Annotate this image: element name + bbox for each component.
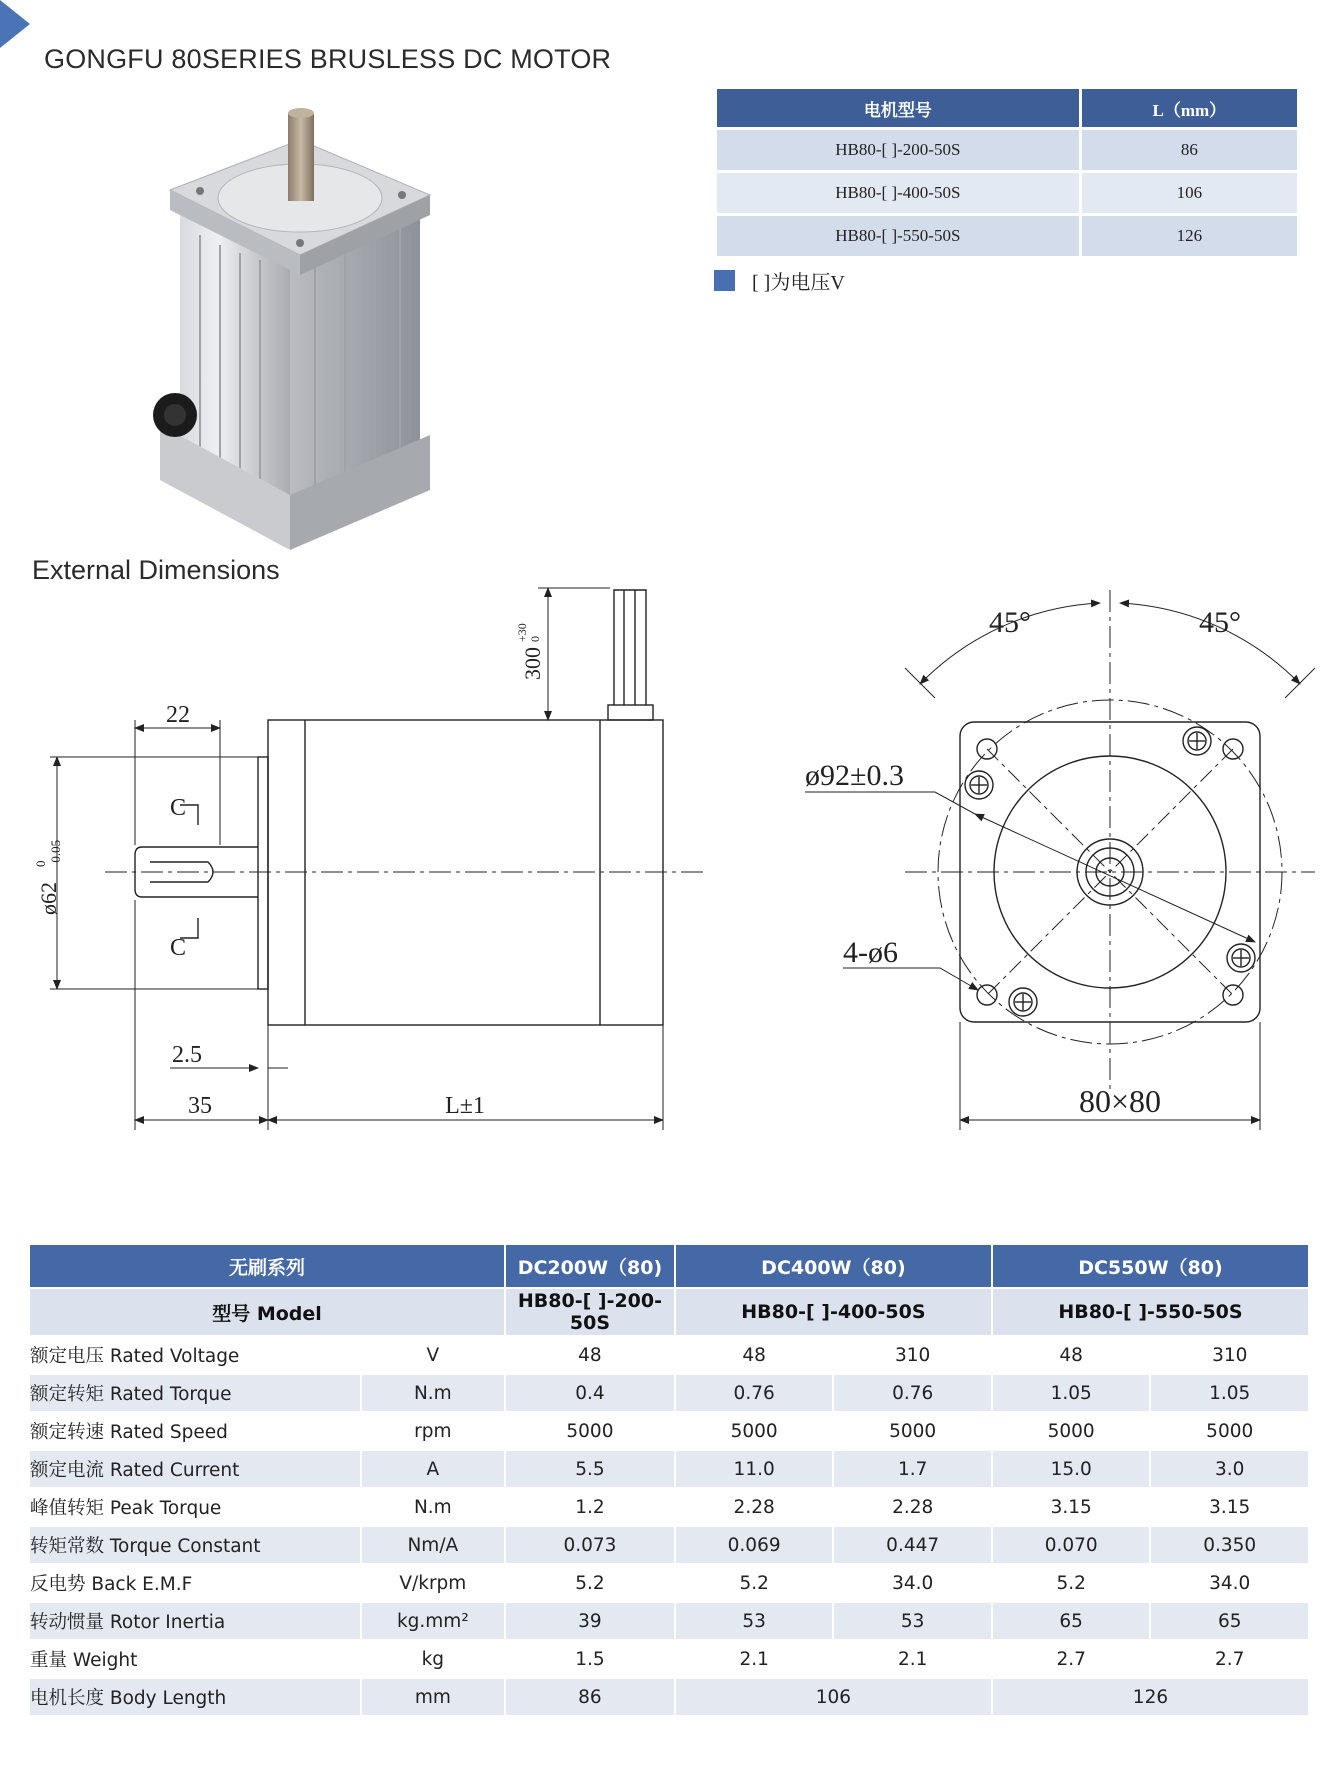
- param-value: 0.350: [1151, 1527, 1308, 1563]
- model-header: 型号 Model: [30, 1289, 504, 1335]
- param-value: 0.073: [506, 1527, 674, 1563]
- length-table-model: HB80-[ ]-200-50S: [717, 130, 1079, 170]
- param-unit: N.m: [362, 1375, 504, 1411]
- diameter-tolerance-upper: 0: [33, 860, 48, 867]
- param-value: 65: [1151, 1603, 1308, 1639]
- param-name: 重量 Weight: [30, 1650, 138, 1671]
- param-unit: N.m: [413, 1496, 452, 1518]
- param-unit: rpm: [414, 1420, 452, 1442]
- param-value: 48: [578, 1344, 602, 1366]
- pitch-circle-label: ø92±0.3: [805, 759, 904, 792]
- param-value: 53: [834, 1603, 991, 1639]
- param-value: 86: [506, 1679, 674, 1715]
- flange-thickness-label: 2.5: [172, 1042, 202, 1068]
- table-row: [30, 1641, 1308, 1677]
- param-value: 5000: [566, 1420, 614, 1442]
- cable-length-label: 300: [520, 647, 545, 680]
- param-name: 额定电压 Rated Voltage: [30, 1346, 240, 1367]
- length-table-header-length: L（mm）: [1082, 89, 1297, 127]
- param-value: 0.76: [834, 1375, 991, 1411]
- column-header-dc400w: DC400W（80): [676, 1245, 991, 1287]
- param-value: 39: [506, 1603, 674, 1639]
- table-row: [30, 1603, 1308, 1639]
- table-row: [30, 1489, 1308, 1525]
- flange-size-label: 80×80: [1078, 1083, 1162, 1119]
- front-view: [805, 590, 1315, 1130]
- side-view: [50, 588, 705, 1130]
- model-dc200w: HB80-[ ]-200-50S: [506, 1289, 674, 1335]
- param-value: 48: [742, 1344, 766, 1366]
- length-table-length: 126: [1082, 216, 1297, 256]
- param-unit: V/krpm: [399, 1572, 467, 1594]
- motor-photo: [140, 95, 520, 555]
- param-unit: kg.mm²: [362, 1603, 504, 1639]
- shaft-diameter-label: ø62: [36, 882, 61, 915]
- table-row: [30, 1413, 1308, 1449]
- param-value: 1.7: [834, 1451, 991, 1487]
- param-value: 106: [676, 1679, 991, 1715]
- section-label-top: C: [169, 795, 187, 821]
- param-name: 额定电流 Rated Current: [30, 1451, 360, 1487]
- param-value: 0.76: [676, 1375, 833, 1411]
- param-value: 48: [1059, 1344, 1083, 1366]
- param-value: 5000: [1206, 1420, 1254, 1442]
- angle-left-label: 45°: [989, 606, 1031, 639]
- param-name: 峰值转矩 Peak Torque: [30, 1498, 222, 1519]
- param-value: 5000: [730, 1420, 778, 1442]
- param-value: 15.0: [993, 1451, 1150, 1487]
- table-row: [30, 1527, 1308, 1563]
- param-value: 1.2: [575, 1496, 605, 1518]
- param-value: 2.7: [1056, 1648, 1086, 1670]
- shaft-length-label: 22: [166, 702, 190, 728]
- diameter-tolerance-lower: -0.05: [48, 839, 63, 867]
- table-row: [30, 1337, 1308, 1373]
- param-value: 5.2: [739, 1572, 769, 1594]
- spec-table: [28, 1243, 1310, 1717]
- column-header-dc200w: DC200W（80): [506, 1245, 674, 1287]
- param-value: 2.1: [897, 1648, 928, 1670]
- param-name: 反电势 Back E.M.F: [30, 1574, 193, 1595]
- param-value: 53: [676, 1603, 833, 1639]
- param-unit: kg: [421, 1648, 445, 1670]
- table-row: [30, 1451, 1308, 1487]
- model-dc550w: HB80-[ ]-550-50S: [993, 1289, 1308, 1335]
- param-unit: V: [426, 1344, 440, 1366]
- length-table-length: 86: [1082, 130, 1297, 170]
- param-unit: Nm/A: [362, 1527, 504, 1563]
- series-header: 无刷系列: [30, 1245, 504, 1287]
- body-length-label: L±1: [445, 1093, 485, 1119]
- note-square-icon: [714, 270, 735, 291]
- param-value: 1.5: [575, 1648, 605, 1670]
- param-value: 34.0: [1209, 1572, 1251, 1594]
- length-table-header-model: 电机型号: [717, 89, 1079, 127]
- cable-tolerance-lower: 0: [528, 636, 542, 642]
- param-value: 2.28: [733, 1496, 775, 1518]
- param-value: 0.4: [506, 1375, 674, 1411]
- length-table-model: HB80-[ ]-550-50S: [717, 216, 1079, 256]
- param-value: 5.2: [575, 1572, 605, 1594]
- length-table-length: 106: [1082, 173, 1297, 213]
- param-name: 额定转速 Rated Speed: [30, 1422, 228, 1443]
- angle-right-label: 45°: [1199, 606, 1241, 639]
- param-name: 转动惯量 Rotor Inertia: [30, 1603, 360, 1639]
- param-value: 5000: [1047, 1420, 1095, 1442]
- param-value: 5000: [889, 1420, 937, 1442]
- param-name: 额定转矩 Rated Torque: [30, 1375, 360, 1411]
- cable-tolerance-upper: +30: [515, 623, 529, 642]
- param-value: 3.15: [1209, 1496, 1251, 1518]
- table-row: [30, 1565, 1308, 1601]
- mounting-holes-label: 4-ø6: [843, 936, 898, 969]
- dimension-drawing: [0, 580, 1344, 1140]
- param-value: 3.15: [1050, 1496, 1092, 1518]
- param-value: 5.5: [506, 1451, 674, 1487]
- param-value: 1.05: [993, 1375, 1150, 1411]
- voltage-note: [ ]为电压V: [752, 272, 845, 294]
- param-value: 2.7: [1215, 1648, 1245, 1670]
- param-value: 126: [993, 1679, 1308, 1715]
- param-value: 310: [895, 1344, 931, 1366]
- corner-triangle-icon: [0, 0, 30, 48]
- param-value: 1.05: [1151, 1375, 1308, 1411]
- param-name: 电机长度 Body Length: [30, 1679, 360, 1715]
- param-value: 310: [1212, 1344, 1248, 1366]
- section-label-bottom: C: [169, 935, 187, 961]
- param-unit: A: [362, 1451, 504, 1487]
- table-row: [30, 1679, 1308, 1715]
- param-value: 3.0: [1151, 1451, 1308, 1487]
- param-value: 0.447: [834, 1527, 991, 1563]
- param-value: 34.0: [892, 1572, 934, 1594]
- param-value: 2.1: [739, 1648, 769, 1670]
- param-value: 5.2: [1056, 1572, 1086, 1594]
- page-title: GONGFU 80SERIES BRUSLESS DC MOTOR: [44, 44, 612, 74]
- param-unit: mm: [362, 1679, 504, 1715]
- front-length-label: 35: [188, 1093, 212, 1119]
- param-value: 11.0: [676, 1451, 833, 1487]
- column-header-dc550w: DC550W（80): [993, 1245, 1308, 1287]
- param-value: 65: [993, 1603, 1150, 1639]
- model-dc400w: HB80-[ ]-400-50S: [676, 1289, 991, 1335]
- param-value: 2.28: [892, 1496, 934, 1518]
- table-row: [30, 1375, 1308, 1411]
- dimensions-title: External Dimensions: [32, 555, 280, 585]
- param-name: 转矩常数 Torque Constant: [30, 1527, 360, 1563]
- length-table-model: HB80-[ ]-400-50S: [717, 173, 1079, 213]
- param-value: 0.070: [993, 1527, 1150, 1563]
- param-value: 0.069: [676, 1527, 833, 1563]
- length-table: [714, 86, 1300, 259]
